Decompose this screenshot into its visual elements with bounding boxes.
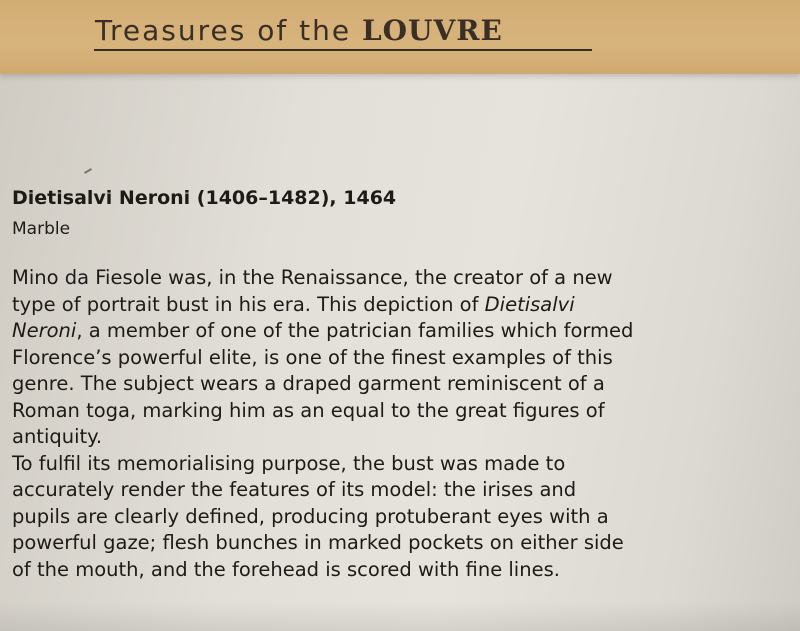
surface-mark (84, 168, 92, 174)
text-line: pupils are clearly defined, producing protuberant eyes with a (12, 504, 609, 528)
placard-content (12, 185, 782, 583)
text-line (12, 318, 782, 345)
italic-artwork-name: Dietisalvi (484, 292, 575, 316)
text-line: Florence’s powerful elite, is one of the finest examples of this (12, 345, 613, 369)
description-paragraph-1 (12, 265, 782, 451)
description-paragraph-2 (12, 451, 782, 584)
text-segment: type of portrait bust in his era. This depiction of (12, 292, 485, 316)
header-band (0, 0, 800, 74)
text-line (12, 292, 782, 319)
header-underline (94, 49, 592, 51)
text-line: powerful gaze; flesh bunches in marked pockets on either side (12, 531, 624, 554)
text-line: Mino da Fiesole was, in the Renaissance, the creator of a new (12, 266, 613, 289)
header-title-prefix: Treasures of the (95, 14, 362, 47)
text-segment: , a member of one of the patrician families which formed (76, 319, 634, 342)
placard-header-title (95, 14, 503, 48)
text-line: antiquity. (12, 425, 103, 448)
text-line: To fulfil its memorialising purpose, the bust was made to (12, 451, 566, 475)
artwork-medium: Marble (12, 219, 71, 239)
text-line: Roman toga, marking him as an equal to the great figures of (12, 398, 605, 422)
text-line: genre. The subject wears a draped garment reminiscent of a (12, 372, 605, 395)
text-line: of the mouth, and the forehead is scored with fine lines. (12, 557, 560, 581)
header-title-emphasis: LOUVRE (361, 14, 503, 47)
artwork-title: Dietisalvi Neroni (1406–1482), 1464 (12, 187, 397, 209)
text-line: accurately render the features of its model: the irises and (12, 478, 577, 501)
italic-artwork-name: Neroni (12, 319, 77, 342)
bottom-shadow (0, 601, 800, 631)
